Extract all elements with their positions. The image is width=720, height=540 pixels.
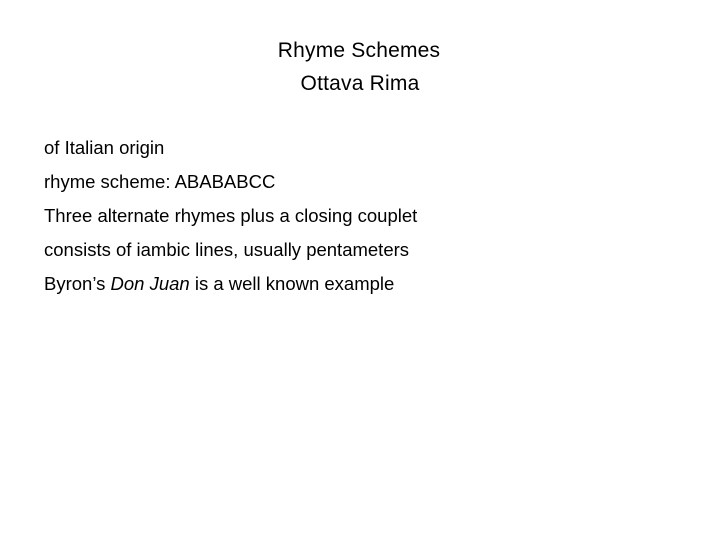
body-line-iambic: consists of iambic lines, usually pentameters	[44, 239, 410, 260]
title-line-2: Ottava Rima	[300, 72, 420, 95]
body-line-rhyme-scheme: rhyme scheme: ABABABCC	[44, 171, 276, 192]
example-prefix: Byron’s	[44, 273, 111, 294]
body-line-alternate-rhymes: Three alternate rhymes plus a closing couplet	[44, 205, 418, 226]
slide-title	[0, 34, 720, 100]
title-line-1: Rhyme Schemes	[277, 39, 441, 62]
body-line-example	[44, 267, 684, 301]
body-line-origin: of Italian origin	[44, 137, 165, 158]
slide-body	[44, 131, 684, 301]
example-suffix: is a well known example	[189, 273, 395, 294]
example-title: Don Juan	[110, 273, 190, 294]
